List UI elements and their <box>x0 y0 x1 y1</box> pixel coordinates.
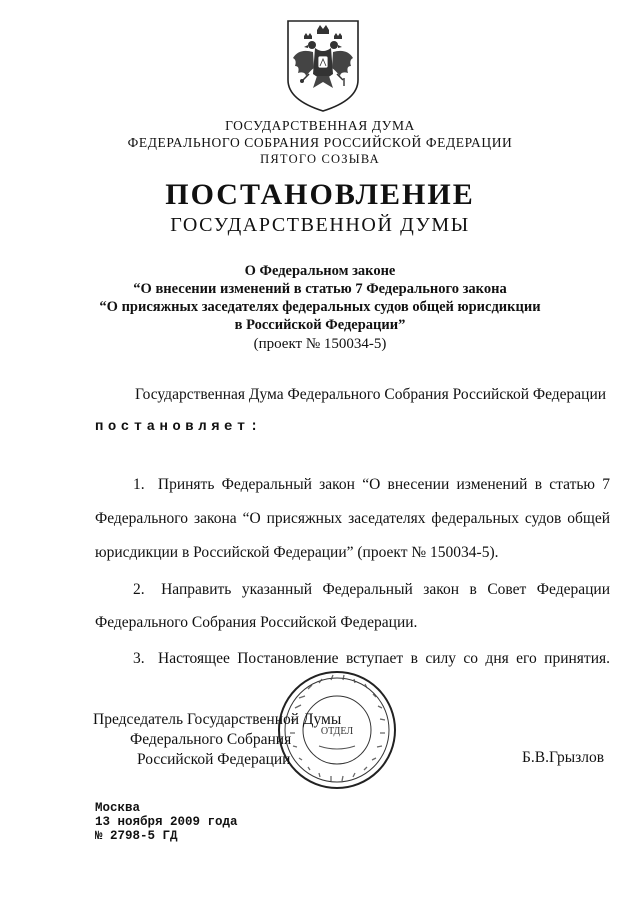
resolves-word: постановляет: <box>95 419 263 435</box>
official-seal <box>275 668 399 792</box>
item-1-line-2: Федерального закона “О присяжных заседателях федеральных судов общей <box>95 510 610 527</box>
signature-title-line-3: Российской Федерации <box>137 751 291 768</box>
document-issuer-subtitle: ГОСУДАРСТВЕННОЙ ДУМЫ <box>170 214 470 236</box>
double-headed-eagle-emblem-icon <box>285 18 361 114</box>
item-number: 3. <box>133 650 145 667</box>
subject-line-1: О Федеральном законе <box>244 263 396 279</box>
item-1-line-3: юрисдикции в Российской Федерации” (проект № 150034-5). <box>95 544 499 561</box>
draft-number: (проект № 150034-5) <box>253 336 387 352</box>
signer-name: Б.В.Грызлов <box>522 749 605 766</box>
footer-date: 13 ноября 2009 года <box>95 815 238 829</box>
item-number: 1. <box>133 476 145 493</box>
signature-title-line-1: Председатель Государственной Думы <box>93 711 342 728</box>
seal-label: ОТДЕЛ <box>320 726 354 737</box>
item-1-line-1 <box>133 476 610 494</box>
item-number: 2. <box>133 581 145 598</box>
item-3-line-1 <box>133 650 610 668</box>
preamble: Государственная Дума Федерального Собрания Российской Федерации <box>135 386 607 403</box>
org-name-line-2: ФЕДЕРАЛЬНОГО СОБРАНИЯ РОССИЙСКОЙ ФЕДЕРАЦИИ <box>127 135 513 150</box>
item-text: Принять Федеральный закон “О внесении изменений в статью 7 <box>157 476 611 493</box>
item-2-line-2: Федерального Собрания Российской Федерации. <box>95 614 418 631</box>
org-name-line-1: ГОСУДАРСТВЕННАЯ ДУМА <box>225 118 415 133</box>
document-type-title: ПОСТАНОВЛЕНИЕ <box>165 178 475 211</box>
official-round-seal-icon <box>275 668 399 792</box>
subject-line-4: в Российской Федерации” <box>234 317 406 333</box>
footer-number: № 2798-5 ГД <box>95 829 178 843</box>
convocation-line: ПЯТОГО СОЗЫВА <box>260 152 380 166</box>
footer-city: Москва <box>95 801 141 815</box>
state-emblem <box>285 18 361 114</box>
item-text: Настоящее Постановление вступает в силу со дня его принятия. <box>158 650 610 667</box>
item-text: Направить указанный Федеральный закон в Совет Федерации <box>161 581 610 598</box>
signature-title-line-2: Федерального Собрания <box>130 731 292 748</box>
item-2-line-1 <box>133 581 610 599</box>
subject-line-2: “О внесении изменений в статью 7 Федерального закона <box>133 281 507 297</box>
subject-line-3: “О присяжных заседателях федеральных судов общей юрисдикции <box>99 299 541 315</box>
